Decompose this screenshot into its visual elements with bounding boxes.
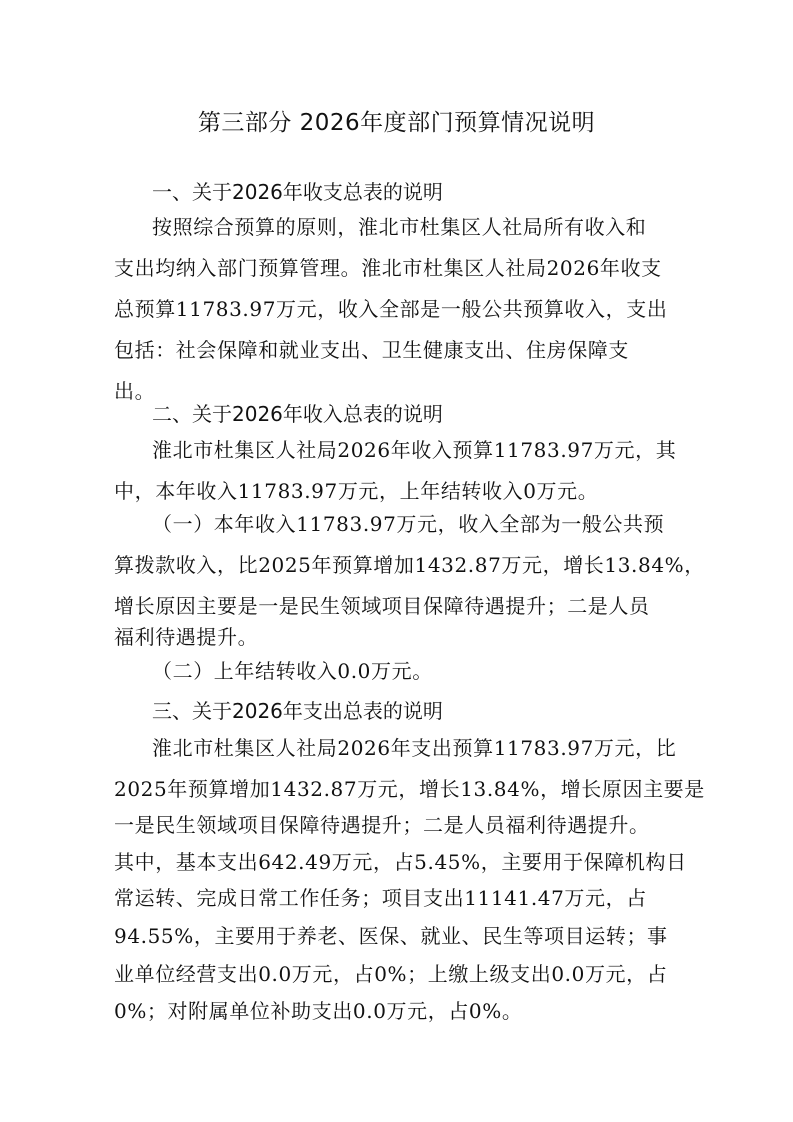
paragraph-line: 其中，基本支出642.49万元，占5.45%，主要用于保障机构日 <box>114 850 687 874</box>
paragraph-line: 福利待遇提升。 <box>114 625 259 649</box>
paragraph-line: 包括：社会保障和就业支出、卫生健康支出、住房保障支 <box>114 338 629 362</box>
paragraph-line: 94.55%，主要用于养老、医保、就业、民生等项目运转；事 <box>114 924 668 948</box>
paragraph-line: 一是民生领域项目保障待遇提升；二是人员福利待遇提升。 <box>114 813 650 837</box>
paragraph-line: 中，本年收入11783.97万元，上年结转收入0万元。 <box>114 479 599 503</box>
paragraph-line: 业单位经营支出0.0万元，占0%；上缴上级支出0.0万元，占 <box>114 962 668 986</box>
paragraph-line: （二）上年结转收入0.0万元。 <box>152 659 433 683</box>
paragraph-line: 淮北市杜集区人社局2026年支出预算11783.97万元，比 <box>152 736 677 760</box>
paragraph-line: 按照综合预算的原则，淮北市杜集区人社局所有收入和 <box>152 215 647 239</box>
section-heading-3: 三、关于2026年支出总表的说明 <box>152 699 443 723</box>
paragraph-line: 0%；对附属单位补助支出0.0万元，占0%。 <box>114 999 523 1023</box>
page-title: 第三部分 2026年度部门预算情况说明 <box>197 110 596 136</box>
paragraph-line: 支出均纳入部门预算管理。淮北市杜集区人社局2026年收支 <box>114 256 662 280</box>
paragraph-line: （一）本年收入11783.97万元，收入全部为一般公共预 <box>152 512 665 536</box>
paragraph-line: 淮北市杜集区人社局2026年收入预算11783.97万元，其 <box>152 438 677 462</box>
paragraph-line: 出。 <box>114 379 156 403</box>
section-heading-1: 一、关于2026年收支总表的说明 <box>152 180 443 204</box>
section-heading-2: 二、关于2026年收入总表的说明 <box>152 402 443 426</box>
paragraph-line: 2025年预算增加1432.87万元，增长13.84%，增长原因主要是 <box>114 777 705 801</box>
paragraph-line: 增长原因主要是一是民生领域项目保障待遇提升；二是人员 <box>114 594 650 618</box>
paragraph-line: 常运转、完成日常工作任务；项目支出11141.47万元，占 <box>114 886 647 910</box>
paragraph-line: 总预算11783.97万元，收入全部是一般公共预算收入，支出 <box>114 297 668 321</box>
paragraph-line: 算拨款收入，比2025年预算增加1432.87万元，增长13.84%， <box>114 553 705 577</box>
